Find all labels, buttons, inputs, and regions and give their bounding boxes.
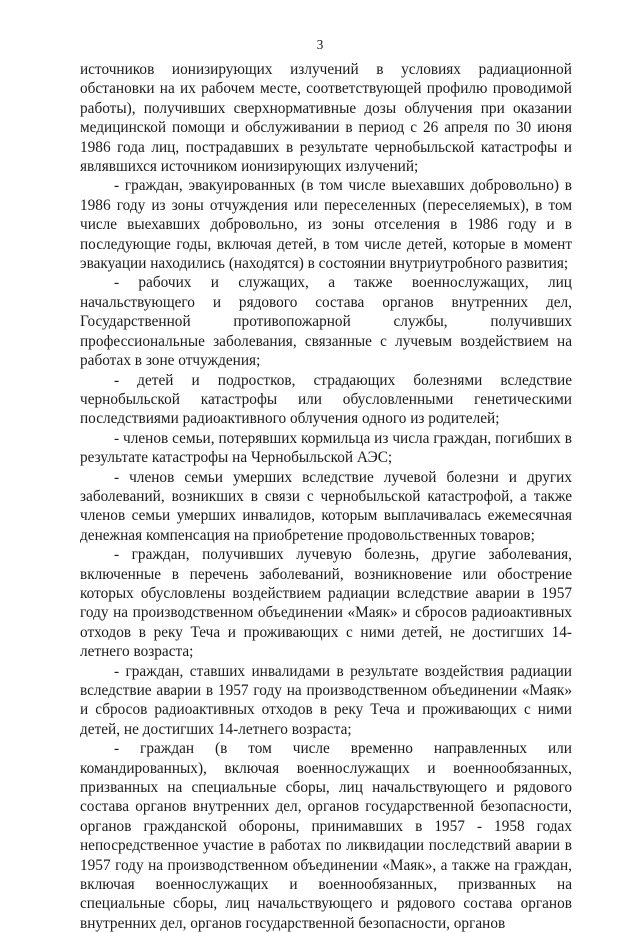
paragraph-children-adolescents: - детей и подростков, страдающих болезнями вследствие чернобыльской катастрофы или обусловленными генетическими последствиями радиоактивного облучения одного из родителей; xyxy=(80,371,572,428)
paragraph-evacuated-citizens: - граждан, эвакуированных (в том числе выехавших добровольно) в 1986 году из зоны отчуждения или переселенных (переселяемых), в том числе выехавших добровольно, из зоны отселения в 1986 году и в последующие годы, включая детей, в том числе детей, которые в момент эвакуации находились (находятся) в состоянии внутриутробного развития; xyxy=(80,177,572,273)
paragraph-family-deceased: - членов семьи умерших вследствие лучевой болезни и других заболеваний, возникших в связи с чернобыльской катастрофой, а также членов семьи умерших инвалидов, которым выплачивалась ежемесячная денежная компенсация на приобретение продовольственных товаров; xyxy=(80,468,572,544)
paragraph-disabled-mayak: - граждан, ставших инвалидами в результате воздействия радиации вследствие аварии в 1957 году на производственном объединении «Маяк» и сбросов радиоактивных отходов в реку Теча и проживающих с ними детей, не достигших 14-летнего возраста; xyxy=(80,662,572,738)
page-number: 3 xyxy=(316,37,324,52)
document-body xyxy=(80,60,572,933)
paragraph-workers-occupational-diseases: - рабочих и служащих, а также военнослужащих, лиц начальствующего и рядового состава органов внутренних дел, Государственной противопожарной службы, получивших профессиональные заболевания, связанные с лучевым воздействием на работах в зоне отчуждения; xyxy=(80,274,572,370)
paragraph-family-lost-breadwinner: - членов семьи, потерявших кормильца из числа граждан, погибших в результате катастрофы на Чернобыльской АЭС; xyxy=(80,429,572,467)
paragraph-radiation-sickness-mayak: - граждан, получивших лучевую болезнь, другие заболевания, включенные в перечень заболеваний, возникновение или обострение которых обусловлены воздействием радиации вследствие аварии в 1957 году на производственном объединении «Маяк» и сбросов радиоактивных отходов в реку Теча и проживающих с ними детей, не достигших 14-летнего возраста; xyxy=(80,546,572,661)
paragraph-liquidators-mayak: - граждан (в том числе временно направленных или командированных), включая военнослужащих и военнообязанных, призванных на специальные сборы, лиц начальствующего и рядового состава органов внутренних дел, органов государственной безопасности, органов гражданской обороны, принимавших в 1957 - 1958 годах непосредственное участие в работах по ликвидации последствий аварии в 1957 году на производственном объединении «Маяк», а также на граждан, включая военнослужащих и военнообязанных, призванных на специальные сборы, лиц начальствующего и рядового состава органов внутренних дел, органов государственной безопасности, органов xyxy=(80,740,572,932)
paragraph-continuation: источников ионизирующих излучений в условиях радиационной обстановки на их рабочем месте, соответствующей профилю проводимой работы), получивших сверхнормативные дозы облучения при оказании медицинской помощи и обслуживании в период с 26 апреля по 30 июня 1986 года лиц, пострадавших в результате чернобыльской катастрофы и являвшихся источником ионизирующих излучений; xyxy=(80,61,572,176)
